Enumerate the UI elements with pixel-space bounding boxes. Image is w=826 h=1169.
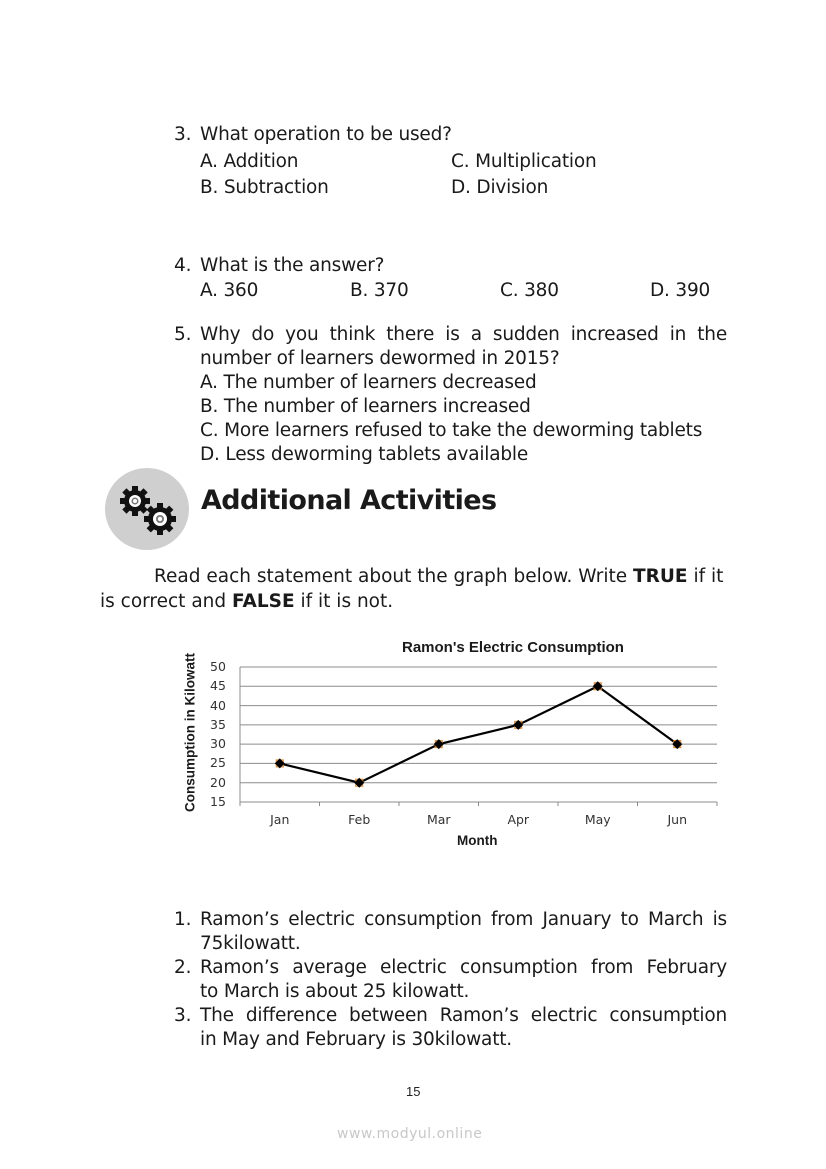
- y-tick-label: 45: [210, 678, 226, 694]
- question-text: What operation to be used?: [200, 124, 452, 145]
- y-tick-label: 30: [210, 736, 226, 752]
- x-tick-label: Feb: [348, 812, 371, 827]
- x-tick-label: May: [584, 812, 611, 827]
- x-tick-label: Mar: [426, 812, 451, 827]
- x-axis-label: Month: [457, 833, 498, 848]
- statement-1-line1: Ramon’s electric consumption from January to March is: [200, 909, 727, 930]
- question-text-line2: number of learners dewormed in 2015?: [200, 348, 560, 369]
- choice-b: B. 370: [350, 280, 409, 301]
- y-tick-label: 40: [210, 697, 226, 713]
- chart-title: Ramon's Electric Consumption: [402, 639, 624, 656]
- true-keyword: TRUE: [633, 566, 688, 587]
- question-number: 3.: [174, 124, 192, 145]
- choice-c: C. More learners refused to take the deworming tablets: [200, 420, 703, 441]
- watermark: www.modyul.online: [337, 1126, 483, 1142]
- instructions-line1: [154, 565, 723, 589]
- statement-2-line1: Ramon’s average electric consumption from February: [200, 957, 727, 978]
- y-tick-label: 25: [210, 755, 226, 771]
- choice-c: C. 380: [500, 280, 559, 301]
- statement-1-line2: 75kilowatt.: [200, 933, 301, 954]
- choice-d: D. 390: [650, 280, 711, 301]
- instructions-line2: [100, 590, 393, 614]
- y-axis-label: Consumption in Kilowatt: [182, 653, 198, 812]
- instructions-text: if it is not.: [294, 591, 394, 612]
- y-tick-label: 50: [210, 659, 226, 674]
- question-text: What is the answer?: [200, 255, 385, 276]
- choice-d: D. Division: [451, 177, 549, 198]
- choice-a: A. Addition: [200, 151, 299, 172]
- question-text-line1: Why do you think there is a sudden increased in the: [200, 324, 727, 345]
- x-tick-label: Jan: [270, 812, 290, 827]
- x-tick-label: Jun: [667, 812, 688, 827]
- choice-c: C. Multiplication: [451, 151, 597, 172]
- question-number: 5.: [174, 324, 192, 345]
- choice-a: A. 360: [200, 280, 259, 301]
- instructions-text: is correct and: [100, 591, 233, 612]
- instructions-text: if it: [687, 566, 724, 587]
- y-tick-label: 15: [210, 794, 226, 809]
- statement-3-line1: The difference between Ramon’s electric consumption: [200, 1005, 727, 1026]
- false-keyword: FALSE: [232, 591, 295, 612]
- statement-number: 3.: [174, 1005, 192, 1026]
- choice-b: B. The number of learners increased: [200, 396, 531, 417]
- gears-icon: [105, 468, 189, 550]
- choice-d: D. Less deworming tablets available: [200, 444, 529, 465]
- statement-number: 2.: [174, 957, 192, 978]
- choice-b: B. Subtraction: [200, 177, 329, 198]
- y-tick-label: 35: [210, 716, 226, 732]
- instructions-text: Read each statement about the graph below. Write: [154, 566, 634, 587]
- page-number: 15: [406, 1084, 421, 1099]
- statement-number: 1.: [174, 909, 192, 930]
- statement-2-line2: to March is about 25 kilowatt.: [200, 981, 470, 1002]
- line-chart: [180, 630, 740, 860]
- data-line: [280, 686, 678, 782]
- section-title: Additional Activities: [201, 485, 497, 516]
- y-tick-label: 20: [210, 774, 226, 790]
- choice-a: A. The number of learners decreased: [200, 372, 537, 393]
- question-number: 4.: [174, 255, 192, 276]
- x-tick-label: Apr: [507, 812, 530, 827]
- statement-3-line2: in May and February is 30kilowatt.: [200, 1029, 512, 1050]
